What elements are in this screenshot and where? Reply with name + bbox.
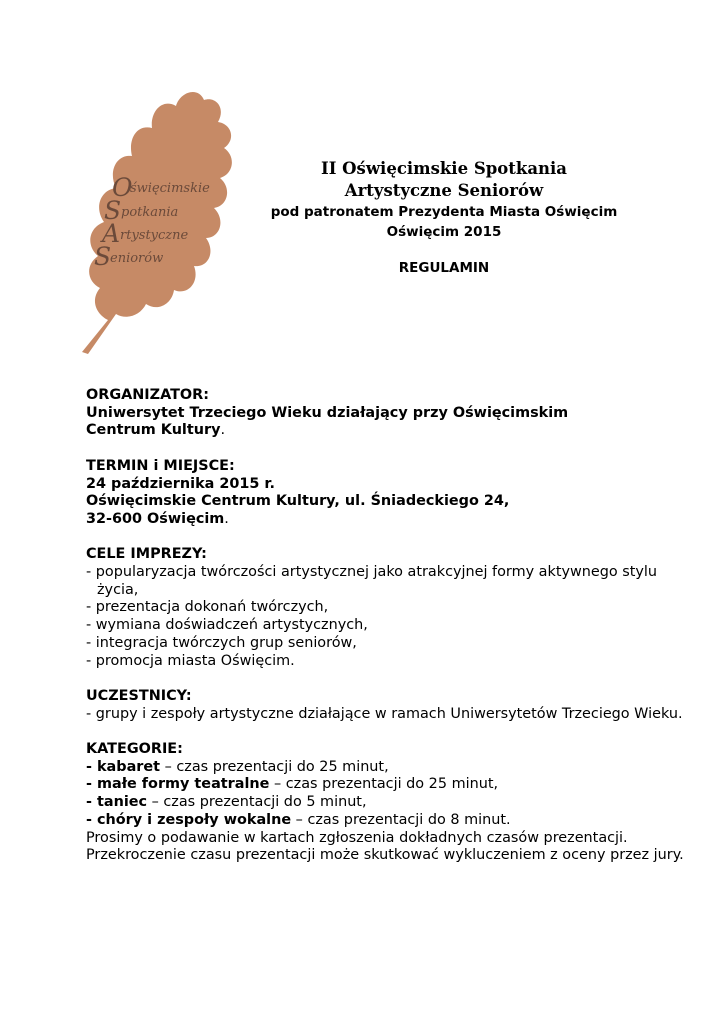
list-item: - integracja twórczych grup seniorów, (86, 634, 357, 651)
category-item (86, 812, 686, 830)
term-city-line (86, 511, 686, 529)
organizer-section (86, 387, 686, 440)
term-heading: TERMIN i MIEJSCE: (86, 457, 235, 474)
logo-word-3: rtystyczne (120, 228, 189, 243)
logo-letter-s1: S (104, 196, 122, 225)
patronage-line: pod patronatem Prezydenta Miasta Oświęcim (270, 204, 618, 220)
category-desc: – czas prezentacji do 25 minut, (160, 758, 389, 775)
term-city-period: . (224, 510, 229, 527)
category-item (86, 759, 686, 777)
document-body (86, 387, 686, 883)
logo-word-1: święcimskie (130, 181, 210, 196)
term-date: 24 października 2015 r. (86, 475, 275, 492)
category-name: - taniec (86, 794, 148, 811)
term-address: Oświęcimskie Centrum Kultury, ul. Śniadeckiego 24, (86, 493, 510, 510)
list-item: - wymiana doświadczeń artystycznych, (86, 617, 368, 634)
document-type: REGULAMIN (398, 260, 490, 276)
category-desc: – czas prezentacji do 5 minut, (147, 794, 367, 811)
list-item: - prezentacja dokonań twórczych, (86, 599, 329, 616)
list-item: - promocja miasta Oświęcim. (86, 652, 295, 669)
logo-word-2: potkania (121, 205, 179, 220)
logo-letter-s2: S (94, 242, 112, 271)
list-item: - popularyzacja twórczości artystycznej jako atrakcyjnej formy aktywnego stylu życia, (86, 564, 658, 598)
goals-section (86, 546, 686, 670)
organizer-period: . (220, 422, 226, 439)
organizer-name-end: Centrum Kultury (86, 422, 221, 439)
category-desc: – czas prezentacji do 25 minut, (269, 776, 499, 793)
categories-note: Prosimy o podawanie w kartach zgłoszenia dokładnych czasów prezentacji. Przekroczenie czasu prezentacji może skutkować wykluczeniem z oceny przez jury. (86, 829, 684, 864)
list-item: - grupy i zespoły artystyczne działające w ramach Uniwersytetów Trzeciego Wieku. (86, 705, 683, 722)
category-name: - chóry i zespoły wokalne (86, 811, 292, 828)
category-name: - kabaret (86, 758, 161, 775)
page-title-line2: Artystyczne Seniorów (344, 181, 544, 200)
osas-logo (80, 82, 242, 354)
oak-leaf-logo (80, 82, 242, 354)
category-item (86, 776, 686, 794)
goals-heading: CELE IMPREZY: (86, 546, 207, 563)
participants-section (86, 688, 686, 723)
term-city: 32-600 Oświęcim (86, 510, 225, 527)
organizer-line1: Uniwersytet Trzeciego Wieku działający przy Oświęcimskim (86, 404, 569, 421)
category-desc: – czas prezentacji do 8 minut. (291, 811, 511, 828)
logo-letter-a: A (102, 219, 121, 248)
place-year: Oświęcim 2015 (386, 224, 502, 240)
term-section (86, 458, 686, 529)
categories-heading: KATEGORIE: (86, 741, 183, 757)
organizer-heading: ORGANIZATOR: (86, 387, 210, 403)
participants-heading: UCZESTNICY: (86, 687, 192, 704)
page-title-line1: II Oświęcimskie Spotkania (321, 159, 567, 178)
logo-letter-o: O (112, 173, 133, 202)
category-name: - małe formy teatralne (86, 776, 270, 793)
category-item (86, 794, 686, 812)
title-block (244, 158, 644, 278)
categories-section (86, 741, 686, 865)
logo-word-4: eniorów (110, 251, 164, 266)
organizer-line2 (86, 422, 686, 440)
